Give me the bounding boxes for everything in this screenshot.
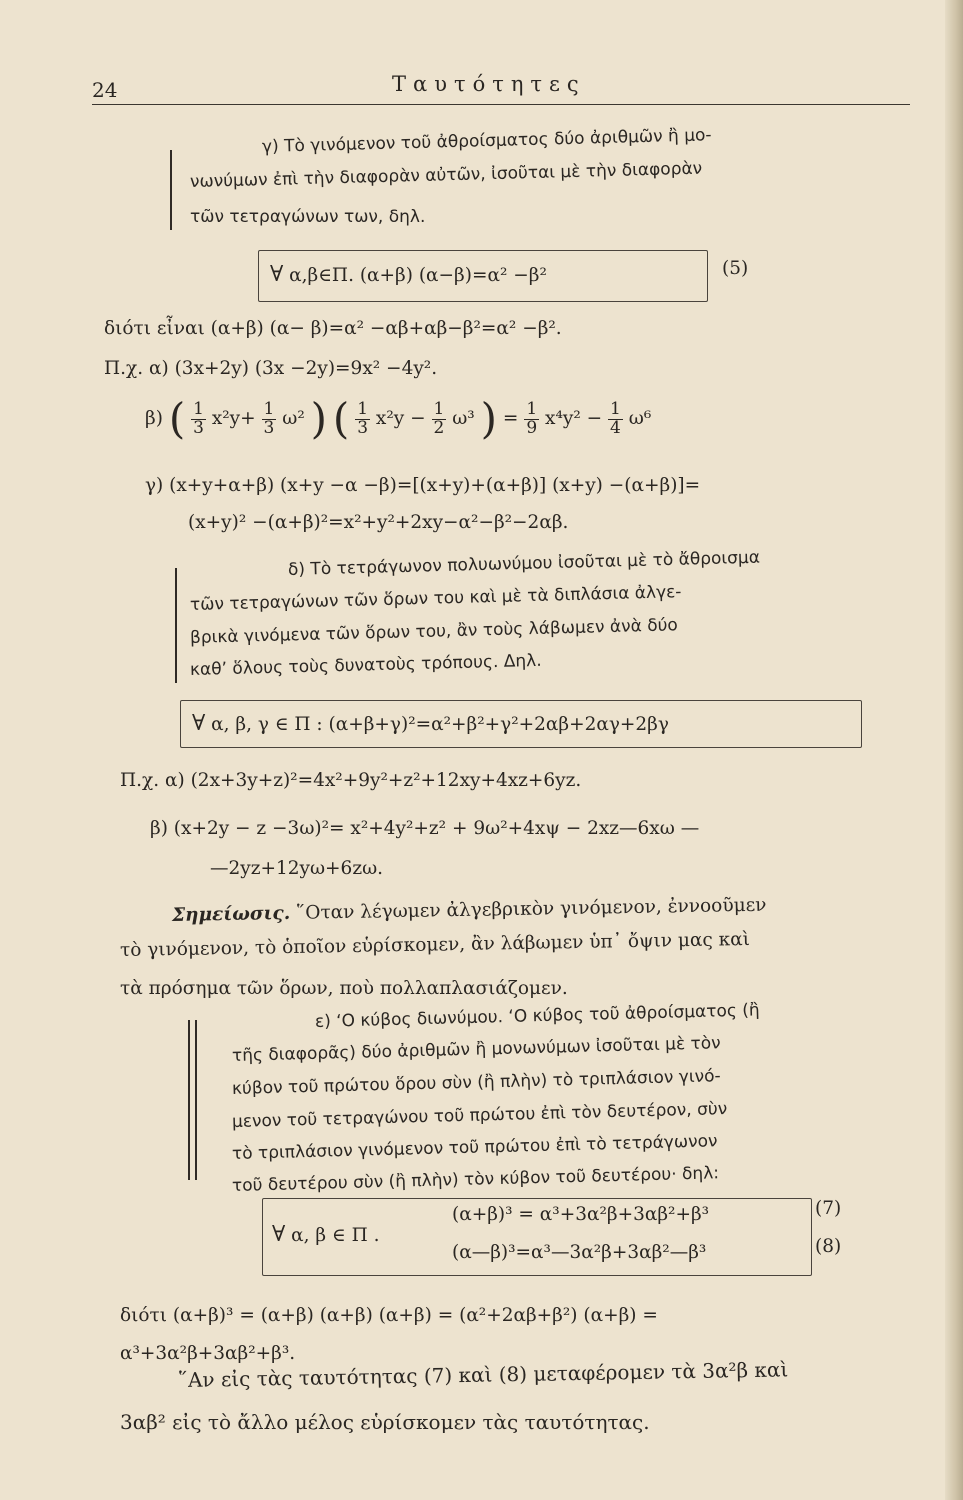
final-line-1: ῞Αν εἰς τὰς ταυτότητας (7) καὶ (8) μεταφέρομεν τὰ 3α²β καὶ — [177, 1357, 789, 1392]
identity-8-tag: (8) — [815, 1236, 842, 1257]
identity-7: (α+β)³ = α³+3α²β+3αβ²+β³ — [452, 1204, 710, 1225]
identity-7-tag: (7) — [815, 1198, 842, 1219]
fraction: $\frac{1}{3}$ — [357, 398, 369, 438]
left-paren: ( — [168, 394, 186, 443]
term: ω⁶ — [628, 408, 652, 429]
header-rule — [92, 104, 910, 105]
right-paren: ) — [480, 394, 498, 443]
term: ω² — [282, 408, 305, 429]
fraction: $\frac{1}{9}$ — [526, 398, 538, 438]
example-6b-line-2: —2yz+12yω+6zω. — [210, 858, 384, 879]
note-line-3: τὰ πρόσημα τῶν ὅρων, ποὺ πολλαπλασιάζομεν. — [120, 978, 568, 999]
forall-icon: ∀ — [192, 711, 206, 736]
term: x²y+ — [211, 408, 256, 429]
para-c-line-3: τῶν τετραγώνων των, δηλ. — [190, 207, 426, 227]
para-d-line-2: τῶν τετραγώνων τῶν ὅρων του καὶ μὲ τὰ διπλάσια ἀλγε- — [189, 582, 682, 615]
margin-bar — [175, 568, 177, 683]
note-title: Σημείωσις. — [171, 902, 291, 926]
identity-5 — [270, 262, 547, 287]
term: ω³ — [452, 408, 475, 429]
final-line-2: 3αβ² εἰς τὸ ἄλλο μέλος εὑρίσκομεν τὰς ταυτότητας. — [120, 1410, 650, 1434]
identity-6-expr: α, β, γ ∈ Π : (α+β+γ)²=α²+β²+γ²+2αβ+2αγ+2βγ — [211, 714, 669, 735]
margin-bar — [195, 1020, 197, 1180]
para-e-line-4: μενον τοῦ τετραγώνου τοῦ πρώτου ἐπὶ τὸν δευτέρον, σὺν — [231, 1099, 728, 1132]
page-edge — [945, 0, 963, 1500]
proof-7-line-2: α³+3α²β+3αβ²+β³. — [120, 1343, 296, 1364]
note-line-1 — [172, 895, 767, 926]
fraction: $\frac{1}{4}$ — [610, 398, 621, 438]
fraction: $\frac{1}{3}$ — [263, 398, 275, 438]
proof-5: διότι εἶναι (α+β) (α− β)=α² −αβ+αβ−β²=α² −β². — [104, 318, 562, 339]
example-5b-label: β) — [145, 408, 163, 429]
example-6a: Π.χ. α) (2x+3y+z)²=4x²+9y²+z²+12xy+4xz+6yz. — [120, 770, 582, 791]
proof-7-line-1: διότι (α+β)³ = (α+β) (α+β) (α+β) = (α²+2αβ+β²) (α+β) = — [120, 1305, 658, 1326]
para-e-line-2: τῆς διαφορᾶς) δύο ἀριθμῶν ἢ μονωνύμων ἰσοῦται μὲ τὸν — [231, 1033, 721, 1066]
forall-icon: ∀ — [270, 262, 284, 287]
identity-7-8-domain: α, β ∈ Π . — [291, 1225, 380, 1246]
example-6b-line-1: β) (x+2y − z −3ω)²= x²+4y²+z² + 9ω²+4xψ − 2xz—6xω — — [150, 818, 700, 839]
margin-bar — [188, 1020, 190, 1180]
margin-bar — [170, 150, 172, 230]
identity-7-8-prefix — [272, 1222, 379, 1247]
para-c-line-2: νωνύμων ἐπὶ τὴν διαφορὰν αὐτῶν, ἰσοῦται μὲ τὴν διαφορὰν — [189, 158, 703, 192]
term: x⁴y² − — [545, 408, 603, 429]
para-e-line-3: κύβον τοῦ πρώτου ὅρου σὺν (ἢ πλὴν) τὸ τριπλάσιον γινό- — [231, 1066, 721, 1099]
identity-8: (α—β)³=α³—3α²β+3αβ²—β³ — [452, 1242, 707, 1263]
left-paren: ( — [332, 394, 350, 443]
note-text: ῞Οταν λέγωμεν ἀλγεβρικὸν γινόμενον, ἐννοοῦμεν — [295, 894, 767, 924]
para-e-line-6: τοῦ δευτέρου σὺν (ἢ πλὴν) τὸν κύβον τοῦ δευτέρου· δηλ: — [231, 1163, 720, 1196]
para-d-line-1: δ) Τὸ τετράγωνον πολυωνύμου ἰσοῦται μὲ τὸ ἄθροισμα — [287, 547, 761, 580]
identity-5-tag: (5) — [722, 258, 749, 279]
term: x²y − — [375, 408, 426, 429]
para-e-line-1: ε) ‘Ο κύβος διωνύμου. ‘Ο κύβος τοῦ ἀθροίσματος (ἢ — [314, 1000, 760, 1032]
fraction: $\frac{1}{2}$ — [433, 398, 445, 438]
example-5a: Π.χ. α) (3x+2y) (3x −2y)=9x² −4y². — [104, 358, 438, 379]
para-c-line-1: γ) Τὸ γινόμενον τοῦ ἀθροίσματος δύο ἀριθμῶν ἢ μο- — [261, 125, 712, 157]
forall-icon: ∀ — [272, 1222, 286, 1247]
para-d-line-3: βρικὰ γινόμενα τῶν ὅρων του, ἂν τοὺς λάβωμεν ἀνὰ δύο — [189, 615, 679, 648]
example-5b: β) ( $\frac{1}{3}$ x²y+ $\frac{1}{3}$ ω² ) ( $\frac{1}{3}$ x²y − $\frac{1}{2}$ ω³ ) = $\frac{1}{9}$ x⁴y² − $\frac{1}{4}$ ω⁶ — [145, 394, 652, 443]
example-5c-line-2: (x+y)² −(α+β)²=x²+y²+2xy−α²−β²−2αβ. — [188, 512, 569, 533]
example-5c-line-1: γ) (x+y+α+β) (x+y −α −β)=[(x+y)+(α+β)] (x+y) −(α+β)]= — [145, 475, 701, 496]
page-title: Ταυτότητες — [392, 72, 586, 96]
right-paren: ) — [310, 394, 328, 443]
page-number: 24 — [92, 78, 118, 102]
para-d-line-4: καθ’ ὅλους τοὺς δυνατοὺς τρόπους. Δηλ. — [189, 650, 542, 680]
identity-5-expr: α,β∈Π. (α+β) (α−β)=α² −β² — [289, 265, 547, 286]
para-e-line-5: τὸ τριπλάσιον γινόμενον τοῦ πρώτου ἐπὶ τὸ τετράγωνον — [231, 1131, 718, 1164]
fraction: $\frac{1}{3}$ — [193, 398, 204, 438]
identity-6 — [192, 711, 669, 736]
note-line-2: τὸ γινόμενον, τὸ ὁποῖον εὑρίσκομεν, ἂν λάβωμεν ὑπ᾽ ὄψιν μας καὶ — [119, 929, 751, 961]
